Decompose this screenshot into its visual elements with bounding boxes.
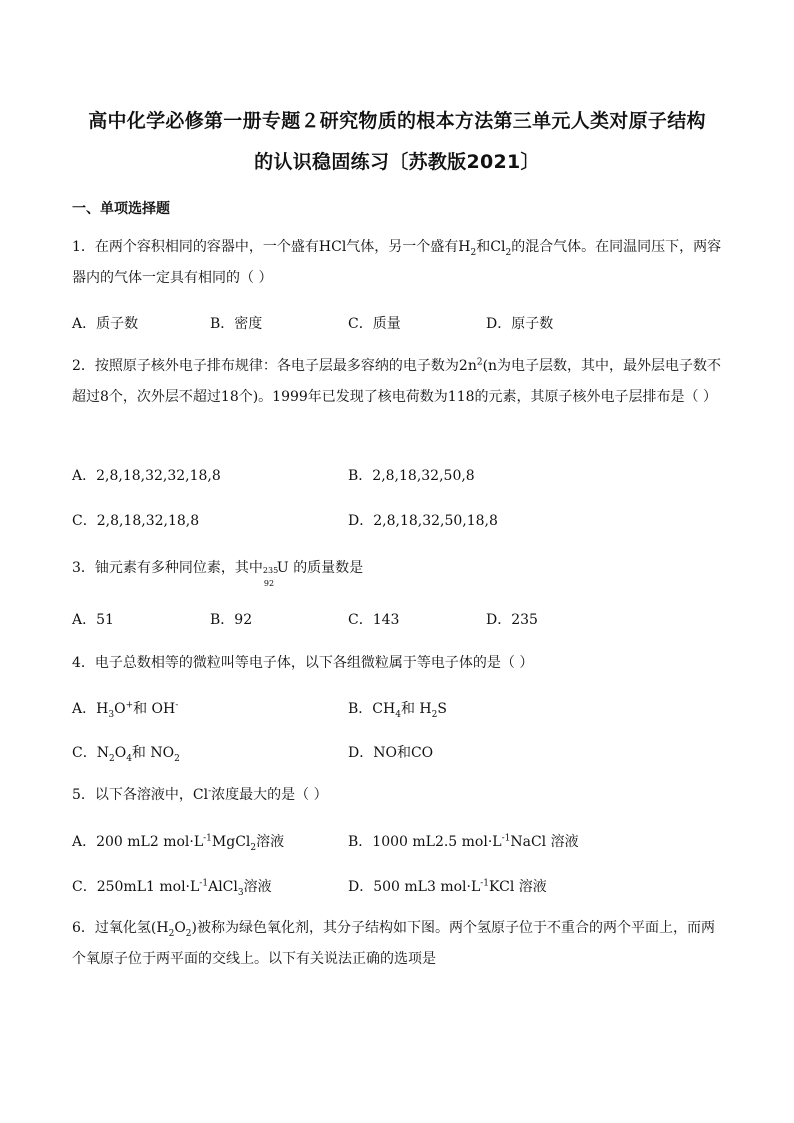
- q2-option-a: A．2,8,18,32,32,18,8: [72, 468, 221, 484]
- q4-option-c: C．$N_2O_4$和 $NO_2$: [72, 745, 180, 764]
- question-6: 6．过氧化氢$(H_2O_2)$被称为绿色氧化剂，其分子结构如下图。两个氢原子位于不重合的两个平面上，而两个氧原子位于两平面的交线上。以下有关说法正确的选项是: [72, 920, 715, 967]
- q2-option-d: D．2,8,18,32,50,18,8: [348, 513, 498, 529]
- q4-option-a: A．$H_3O^+$和 OH-: [72, 700, 179, 720]
- q1-option-d: D．原子数: [486, 316, 554, 332]
- question-5: 5．以下各溶液中，Cl-浓度最大的是（ ）: [72, 786, 328, 803]
- uranium-isotope-notation: 235 92: [262, 566, 279, 588]
- q5-option-d: D．500 mL3 $mol\cdot L^{-1}KCl$ 溶液: [348, 878, 547, 895]
- q1-option-b: B．密度: [210, 316, 263, 332]
- document-title-line-1: 高中化学必修第一册专题２研究物质的根本方法第三单元人类对原子结构: [88, 110, 706, 132]
- question-1: 1．在两个容积相同的容器中，一个盛有HCl气体，另一个盛有$H_2$和$Cl_2$的混合气体。在同温同压下，两容器内的气体一定具有相同的（ ）: [72, 239, 722, 286]
- section-heading: 一、单项选择题: [72, 201, 170, 217]
- q4-option-b: B．$CH_4$和 $H_2S$: [348, 701, 447, 720]
- q3-option-c: C．143: [348, 612, 400, 628]
- q2-option-b: B．2,8,18,32,50,8: [348, 468, 475, 484]
- q5-option-c: C．250mL1 $mol\cdot L^{-1}AlCl_3$溶液: [72, 878, 272, 898]
- question-3: 3．铀元素有多种同位素，其中 235 92 U 的质量数是: [72, 560, 364, 588]
- q2-option-c: C．2,8,18,32,18,8: [72, 513, 200, 529]
- document-title-line-2: 的认识稳固练习〔苏教版2021〕: [254, 151, 540, 173]
- q5-option-a: A．200 mL2 $mol\cdot L^{-1}MgCl_2$溶液: [72, 833, 285, 853]
- q3-option-b: B．92: [210, 612, 253, 628]
- q1-option-c: C．质量: [348, 316, 401, 332]
- question-2: 2．按照原子核外电子排布规律：各电子层最多容纳的电子数为$2n^2(n$为电子层数，其中，最外层电子数不超过8个，次外层不超过18个)。1999年已发现了核电荷数为118的元素，其原子核外电子层排布是（ ）: [72, 357, 722, 405]
- q3-option-d: D．235: [486, 612, 538, 628]
- question-4: 4．电子总数相等的微粒叫等电子体，以下各组微粒属于等电子体的是（ ）: [72, 655, 534, 671]
- q1-option-a: A．质子数: [72, 316, 139, 332]
- q5-option-b: B．1000 mL2.5 $mol\cdot L^{-1}NaCl$ 溶液: [348, 833, 579, 850]
- q3-option-a: A．51: [72, 612, 114, 628]
- q4-option-d: D．NO和CO: [348, 745, 434, 761]
